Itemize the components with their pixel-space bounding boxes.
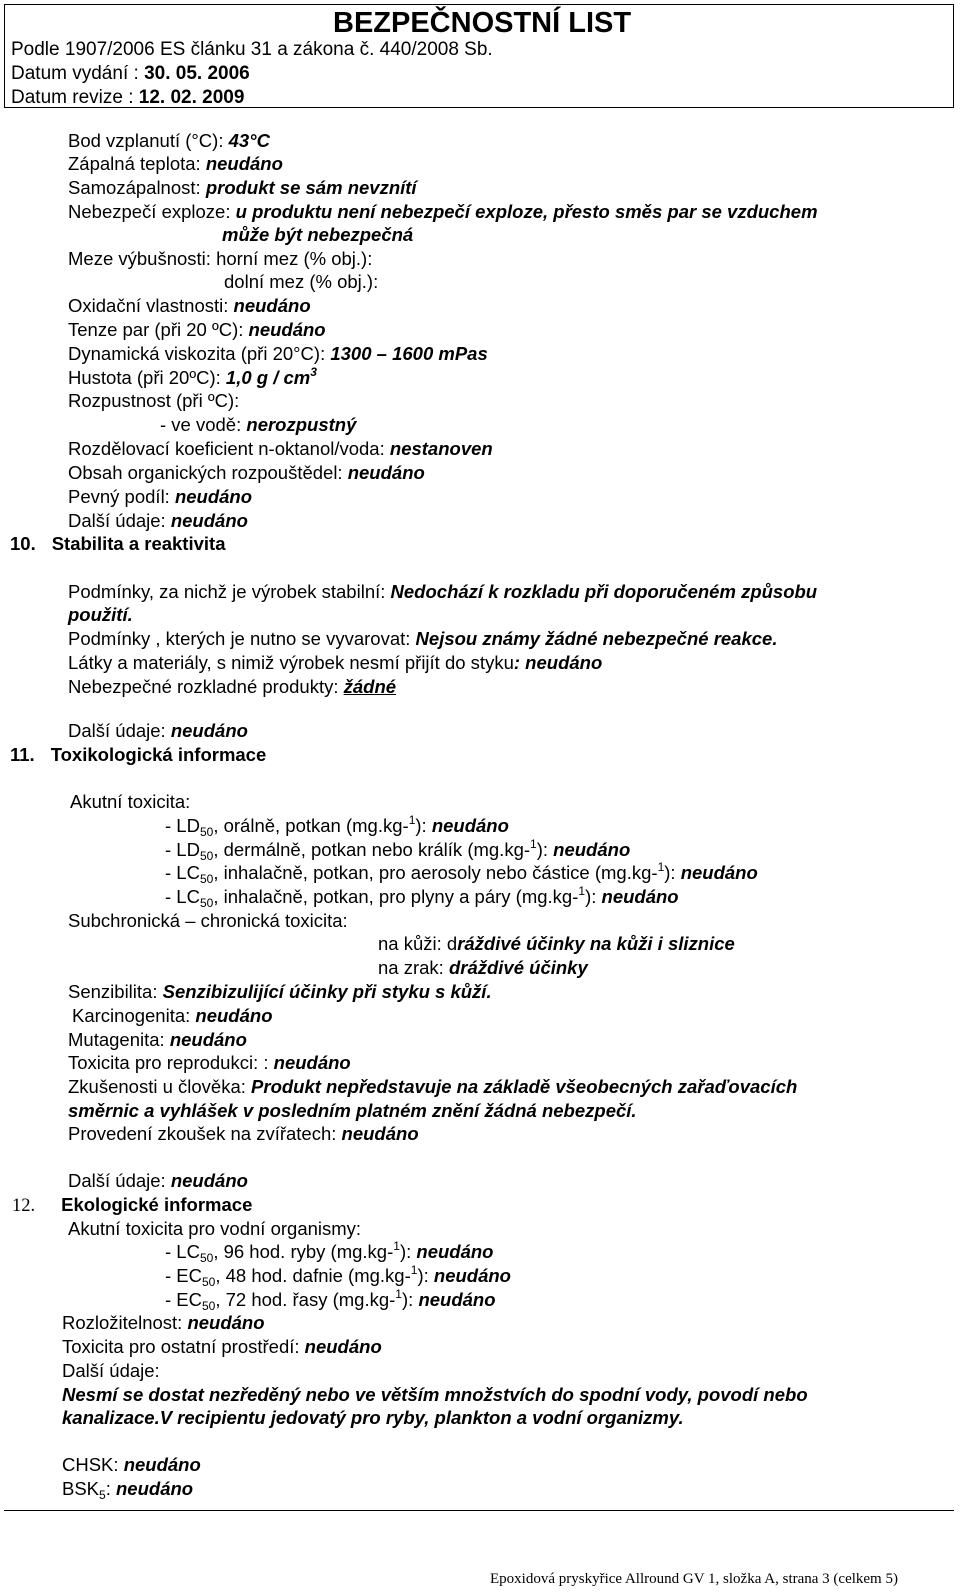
dynamic-viscosity: Dynamická viskozita (při 20°C): 1300 – 1600 mPas [68, 343, 488, 364]
eye-effects: na zrak: dráždivé účinky [378, 957, 588, 978]
explosion-hazard: Nebezpečí exploze: u produktu není nebezpečí exploze, přesto směs par se vzduchem [68, 201, 818, 222]
section10-other-data: Další údaje: neudáno [68, 720, 248, 741]
acute-toxicity: Akutní toxicita: [70, 791, 191, 812]
human-experience: Zkušenosti u člověka: Produkt nepředstavuje na základě všeobecných zařaďovacích [68, 1076, 798, 1097]
section10-heading: 10. Stabilita a reaktivita [10, 533, 226, 554]
document-header [4, 4, 954, 108]
skin-effects: na kůži: dráždivé účinky na kůži i sliznice [378, 933, 735, 954]
ec50-algae: - $EC_{50}$, 72 hod. řasy (mg.kg-$^1$): neudáno [165, 1287, 496, 1313]
chsk: CHSK: neudáno [62, 1454, 201, 1475]
issue-date: 30. 05. 2006 [144, 63, 250, 84]
animal-testing: Provedení zkoušek na zvířatech: neudáno [68, 1123, 419, 1144]
stability-conditions: Podmínky, za nichž je výrobek stabilní: Nedochází k rozkladu při doporučeném způsobu [68, 581, 818, 602]
water-solubility: - ve vodě: nerozpustný [160, 414, 357, 435]
explosion-hazard-cont: může být nebezpečná [222, 224, 414, 245]
carcinogenicity: Karcinogenita: neudáno [72, 1005, 273, 1026]
ld50-dermal: - $LD_{50}$, dermálně, potkan nebo králík (mg.kg-$^1$): neudáno [165, 837, 631, 863]
section9-other-data: Další údaje: neudáno [68, 510, 248, 531]
stability-conditions-cont: použití. [68, 604, 133, 625]
solvent-content: Obsah organických rozpouštědel: neudáno [68, 462, 425, 483]
partition-coefficient: Rozdělovací koeficient n-oktanol/voda: nestanoven [68, 438, 493, 459]
section12-heading: 12. Ekologické informace [12, 1194, 253, 1216]
section11-heading: 11. Toxikologická informace [10, 744, 267, 765]
document-title: BEZPEČNOSTNÍ LIST [333, 7, 632, 39]
subchronic-toxicity: Subchronická – chronická toxicita: [68, 910, 348, 931]
reproductive-toxicity: Toxicita pro reprodukci: : neudáno [68, 1052, 351, 1073]
ec50-daphnia: - $EC_{50}$, 48 hod. dafnie (mg.kg-$^1$): neudáno [165, 1263, 511, 1289]
vapour-pressure: Tenze par (při 20 ºC): neudáno [68, 319, 326, 340]
ignition-temperature: Zápalná teplota: neudáno [68, 153, 283, 174]
lc50-fish: - $LC_{50}$, 96 hod. ryby (mg.kg-$^1$): neudáno [165, 1239, 494, 1265]
environmental-toxicity: Toxicita pro ostatní prostředí: neudáno [62, 1336, 382, 1357]
lc50-aerosol: - $LC_{50}$, inhalačně, potkan, pro aerosoly nebo částice (mg.kg-$^1$): neudáno [165, 860, 758, 886]
regulation-line: Podle 1907/2006 ES článku 31 a zákona č. 440/2008 Sb. [11, 39, 493, 60]
aquatic-toxicity: Akutní toxicita pro vodní organismy: [68, 1218, 362, 1239]
human-experience-cont: směrnic a vyhlášek v posledním platném znění žádná nebezpečí. [68, 1100, 637, 1121]
page-footer: Epoxidová pryskyřice Allround GV 1, složka A, strana 3 (celkem 5) [490, 1571, 898, 1587]
degradability: Rozložitelnost: neudáno [62, 1312, 265, 1333]
issue-date-line: Datum vydání : 30. 05. 2006 [11, 63, 250, 84]
page-bottom-rule [4, 1510, 954, 1511]
section12-other-text-2: kanalizace.V recipientu jedovatý pro ryby, plankton a vodní organizmy. [62, 1407, 684, 1428]
sensitisation: Senzibilita: Senzibizulijící účinky při styku s kůží. [68, 981, 492, 1002]
density: Hustota (při 20ºC): 1,0 g / $cm^3$ [68, 365, 317, 388]
revision-date: 12. 02. 2009 [138, 87, 245, 108]
ld50-oral: - $LD_{50}$, orálně, potkan (mg.kg-$^1$): neudáno [165, 813, 509, 839]
self-ignition: Samozápalnost: produkt se sám nevznítí [68, 177, 417, 198]
section11-other-data: Další údaje: neudáno [68, 1170, 248, 1191]
explosion-limits: Meze výbušnosti: horní mez (% obj.): [68, 248, 373, 269]
revision-date-line: Datum revize : 12. 02. 2009 [11, 87, 245, 108]
solubility: Rozpustnost (při ºC): [68, 390, 240, 411]
lc50-gas: - $LC_{50}$, inhalačně, potkan, pro plyny a páry (mg.kg-$^1$): neudáno [165, 884, 679, 910]
section12-other-data: Další údaje: [62, 1360, 160, 1381]
explosion-lower-limit: dolní mez (% obj.): [224, 271, 379, 292]
conditions-to-avoid: Podmínky , kterých je nutno se vyvarovat: Nejsou známy žádné nebezpečné reakce. [68, 628, 778, 649]
decomposition-products: Nebezpečné rozkladné produkty: žádné [68, 676, 397, 697]
flash-point: Bod vzplanutí (°C): 43°C [68, 130, 270, 151]
incompatible-materials: Látky a materiály, s nimiž výrobek nesmí přijít do styku: neudáno [68, 652, 603, 673]
solid-content: Pevný podíl: neudáno [68, 486, 253, 507]
mutagenicity: Mutagenita: neudáno [68, 1029, 247, 1050]
oxidising-properties: Oxidační vlastnosti: neudáno [68, 295, 311, 316]
bsk5: $BSK_5$: neudáno [62, 1478, 194, 1502]
section12-other-text-1: Nesmí se dostat nezředěný nebo ve větším množstvích do spodní vody, povodí nebo [62, 1384, 808, 1405]
